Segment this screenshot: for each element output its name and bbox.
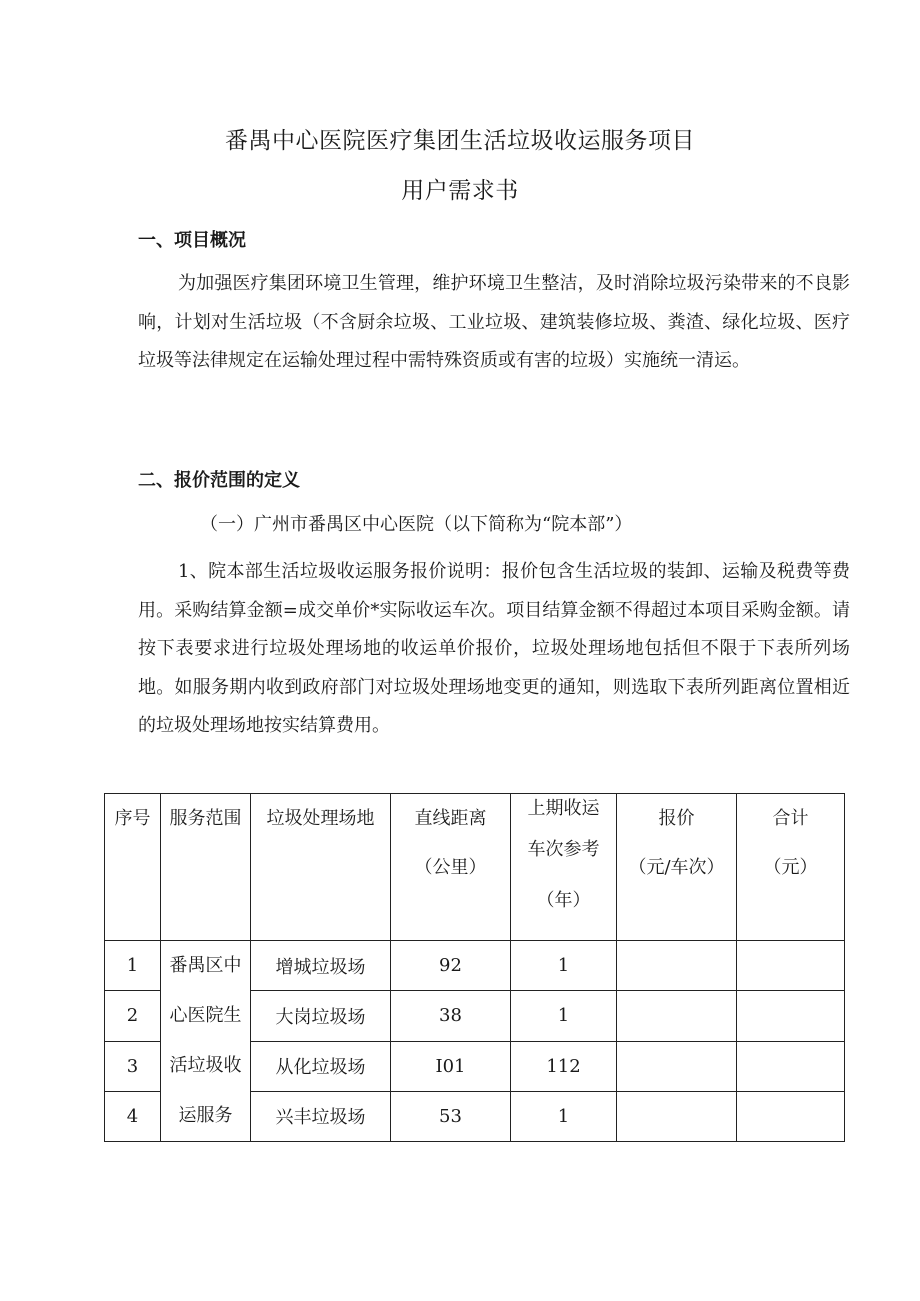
cell-price[interactable] (617, 1041, 737, 1091)
cell-distance: 92 (391, 941, 511, 991)
overview-paragraph: 为加强医疗集团环境卫生管理，维护环境卫生整洁，及时消除垃圾污染带来的不良影响，计划对生活垃圾（不含厨余垃圾、工业垃圾、建筑装修垃圾、粪渣、绿化垃圾、医疗垃圾等法律规定在运输处理过程中需特殊资质或有害的垃圾）实施统一清运。 (138, 273, 850, 371)
table-header-row (105, 794, 845, 941)
scope-subheading: （一）广州市番禺区中心医院（以下简称为“院本部”） (200, 514, 633, 535)
cell-seq: 2 (105, 991, 161, 1041)
cell-site: 从化垃圾场 (251, 1041, 391, 1091)
table-row (105, 941, 845, 991)
header-price: 报价 （元/车次） (617, 794, 737, 941)
cell-site: 大岗垃圾场 (251, 991, 391, 1041)
section-heading-scope: 二、报价范围的定义 (138, 470, 300, 491)
cell-service-scope: 番禺区中 心医院生 活垃圾收 运服务 (161, 941, 251, 1142)
cell-trips: 1 (511, 991, 617, 1041)
cell-trips: 1 (511, 1091, 617, 1141)
header-distance: 直线距离 （公里） (391, 794, 511, 941)
document-title: 番禺中心医院医疗集团生活垃圾收运服务项目 (225, 128, 695, 154)
cell-price[interactable] (617, 941, 737, 991)
cell-trips: 112 (511, 1041, 617, 1091)
cell-site: 兴丰垃圾场 (251, 1091, 391, 1141)
section-heading-overview: 一、项目概况 (138, 230, 246, 251)
header-trips: 上期收运 车次参考 （年） (511, 794, 617, 941)
header-site: 垃圾处理场地 (251, 794, 391, 941)
cell-seq: 3 (105, 1041, 161, 1091)
cell-trips: 1 (511, 941, 617, 991)
price-table (104, 793, 845, 1142)
cell-seq: 4 (105, 1091, 161, 1141)
cell-distance: 38 (391, 991, 511, 1041)
cell-total[interactable] (737, 941, 845, 991)
header-scope: 服务范围 (161, 794, 251, 941)
cell-distance: I01 (391, 1041, 511, 1091)
cell-total[interactable] (737, 1091, 845, 1141)
cell-price[interactable] (617, 1091, 737, 1141)
cell-price[interactable] (617, 991, 737, 1041)
document-subtitle: 用户需求书 (401, 178, 519, 204)
cell-total[interactable] (737, 991, 845, 1041)
cell-seq: 1 (105, 941, 161, 991)
scope-paragraph: 1、院本部生活垃圾收运服务报价说明：报价包含生活垃圾的装卸、运输及税费等费用。采购结算金额=成交单价*实际收运车次。项目结算金额不得超过本项目采购金额。请按下表要求进行垃圾处理场地的收运单价报价，垃圾处理场地包括但不限于下表所列场地。如服务期内收到政府部门对垃圾处理场地变更的通知，则选取下表所列距离位置相近的垃圾处理场地按实结算费用。 (138, 561, 850, 736)
cell-site: 增城垃圾场 (251, 941, 391, 991)
header-seq: 序号 (105, 794, 161, 941)
cell-distance: 53 (391, 1091, 511, 1141)
header-total: 合计 （元） (737, 794, 845, 941)
cell-total[interactable] (737, 1041, 845, 1091)
